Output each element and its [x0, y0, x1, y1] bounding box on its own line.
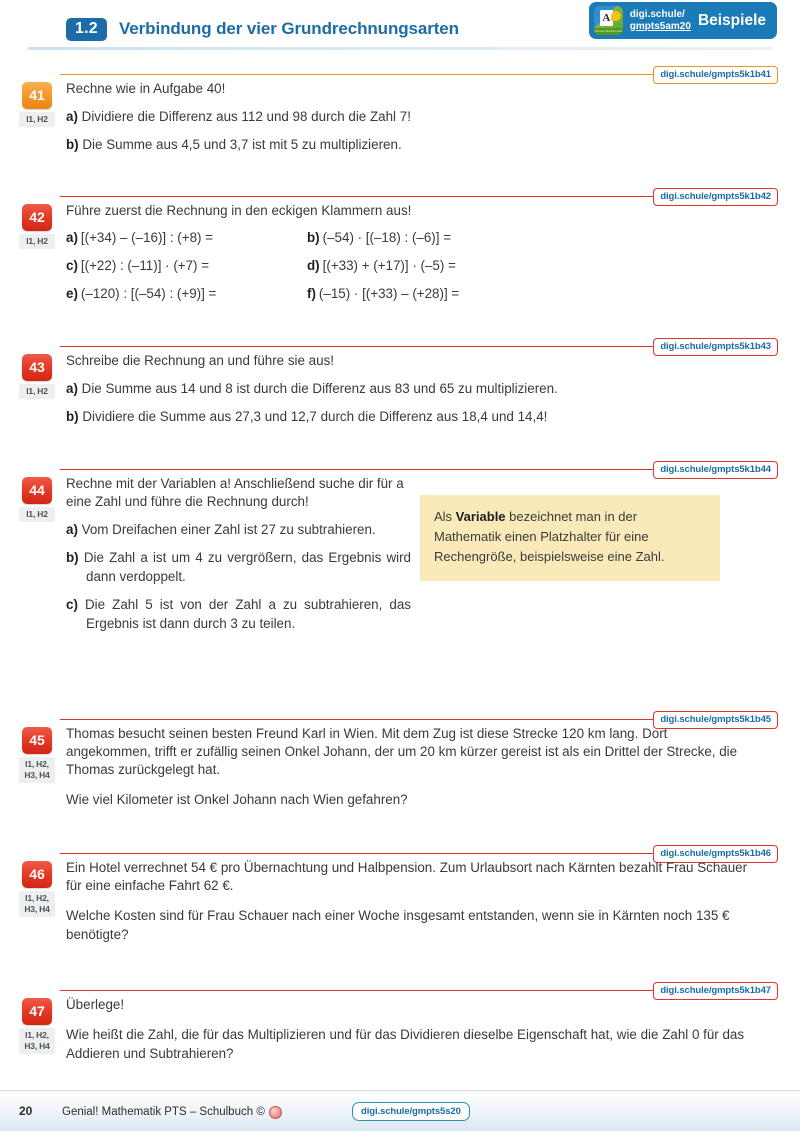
exercise-body [66, 725, 748, 809]
formula-text: [(+22) : (–11)] · (+7) = [80, 258, 210, 273]
publisher-text: Genial! Mathematik PTS – Schulbuch © [62, 1105, 265, 1118]
exercise-body [66, 352, 748, 426]
exercise-lead: Überlege! [66, 997, 125, 1012]
footer-code-badge[interactable]: digi.schule/gmpts5s20 [352, 1102, 470, 1121]
blob-shape-icon [611, 11, 621, 21]
competency-line: H3, H4 [24, 904, 50, 914]
app-icon-strip: Genial! Mathematik [594, 29, 623, 33]
competency-line: I1, H2, [25, 893, 49, 903]
competency-tag [19, 1028, 55, 1054]
exercise-body [66, 475, 411, 633]
exercise-lead: Thomas besucht seinen besten Freund Karl in Wien. Mit dem Zug ist diese Strecke 120 km lang. Dort angekommen, trifft er zufällig seinen Onkel Johann, der um 20 km kürzer gereist ist als ein Drittel der Strecke, die Thomas zurückgelegt hat. [66, 726, 738, 777]
competency-line: I1, H2, [25, 759, 49, 769]
formula-item [307, 285, 748, 303]
sub-text: Dividiere die Summe aus 27,3 und 12,7 durch die Differenz aus 18,4 und 14,4! [82, 409, 548, 424]
page-number: 20 [19, 1104, 33, 1118]
formula-text: [(+34) – (–16)] : (+8) = [80, 230, 214, 245]
exercise-body [66, 80, 748, 154]
exercise-code-badge[interactable]: digi.schule/gmpts5k1b43 [653, 338, 778, 356]
exercise-lead: Rechne mit der Variablen a! Anschließend suche dir für a eine Zahl und führe die Rechnung durch! [66, 476, 404, 509]
app-icon [594, 6, 623, 35]
info-prefix: Als [434, 509, 456, 524]
exercise-number-column [19, 204, 55, 249]
sub-marker: a) [66, 381, 78, 396]
competency-line: I1, H2 [26, 114, 48, 124]
exercise-lead: Ein Hotel verrechnet 54 € pro Übernachtung und Halbpension. Zum Urlaubsort nach Kärnten bezahlt Frau Schauer für eine einfache Fahrt 62 €. [66, 860, 748, 893]
competency-line: I1, H2 [26, 236, 48, 246]
formula-grid [66, 229, 748, 303]
beispiele-link-pill[interactable] [589, 2, 777, 39]
sub-text: Die Zahl a ist um 4 zu vergrößern, das Ergebnis wird dann verdoppelt. [83, 550, 411, 584]
sub-text: Die Summe aus 14 und 8 ist durch die Differenz aus 83 und 65 zu multiplizieren. [81, 381, 558, 396]
sub-item [66, 107, 748, 126]
exercise-rule [60, 196, 748, 197]
formula-marker: e) [66, 286, 78, 301]
page-title: Verbindung der vier Grundrechnungsarten [119, 19, 459, 38]
sub-item [66, 595, 411, 633]
sub-marker: b) [66, 550, 79, 565]
formula-text: (–120) : [(–54) : (+9)] = [80, 286, 217, 301]
exercise-number-column [19, 354, 55, 399]
competency-line: I1, H2 [26, 386, 48, 396]
exercise-number-badge: 47 [22, 998, 52, 1025]
formula-marker: c) [66, 258, 78, 273]
competency-line: H3, H4 [24, 1041, 50, 1051]
exercise-code-badge[interactable]: digi.schule/gmpts5k1b41 [653, 66, 778, 84]
exercise-question: Welche Kosten sind für Frau Schauer nach einer Woche insgesamt entstanden, wenn sie in Kärnten noch 135 € benötigte? [66, 908, 730, 942]
competency-tag [19, 384, 55, 399]
competency-line: H3, H4 [24, 770, 50, 780]
exercise-lead: Schreibe die Rechnung an und führe sie aus! [66, 353, 334, 368]
beispiele-code-line1: digi.schule/ [629, 8, 685, 20]
exercise-code-badge[interactable]: digi.schule/gmpts5k1b44 [653, 461, 778, 479]
exercise-number-column [19, 477, 55, 522]
section-number-badge: 1.2 [66, 18, 107, 41]
competency-line: I1, H2 [26, 509, 48, 519]
sub-text: Dividiere die Differenz aus 112 und 98 durch die Zahl 7! [81, 109, 411, 124]
exercise-number-badge: 45 [22, 727, 52, 754]
competency-tag [19, 757, 55, 783]
formula-item [307, 229, 748, 247]
sub-item [66, 379, 748, 398]
competency-tag [19, 507, 55, 522]
formula-item [66, 257, 307, 275]
sub-marker: b) [66, 137, 79, 152]
exercise-number-column [19, 861, 55, 917]
formula-text: (–15) · [(+33) – (+28)] = [318, 286, 460, 301]
publisher-line [62, 1105, 282, 1118]
exercise-body [66, 859, 748, 944]
sub-text: Die Summe aus 4,5 und 3,7 ist mit 5 zu multiplizieren. [82, 137, 402, 152]
exercise-rule [60, 74, 748, 75]
exercise-number-badge: 46 [22, 861, 52, 888]
exercise-code-badge[interactable]: digi.schule/gmpts5k1b46 [653, 845, 778, 863]
exercise-number-column [19, 998, 55, 1054]
exercise-rule [60, 719, 748, 720]
card-glyph: A [600, 10, 613, 26]
exercise-question: Wie heißt die Zahl, die für das Multiplizieren und für das Dividieren dieselbe Eigenschaft hat, wie die Zahl 0 für das Addieren und Subtrahieren? [66, 1027, 745, 1061]
info-suffix: bezeichnet man in der Mathematik einen Platzhalter für eine Rechengröße, beispielsweise eine Zahl. [434, 509, 665, 564]
competency-tag [19, 234, 55, 249]
sub-marker: a) [66, 522, 78, 537]
beispiele-code [630, 9, 691, 33]
exercise-code-badge[interactable]: digi.schule/gmpts5k1b47 [653, 982, 778, 1000]
info-keyword: Variable [455, 509, 506, 524]
formula-marker: a) [66, 230, 78, 245]
formula-text: [(+33) + (+17)] · (–5) = [322, 258, 456, 273]
sub-marker: c) [66, 597, 78, 612]
page-footer [0, 1090, 800, 1131]
publisher-logo-icon [269, 1106, 282, 1119]
exercise-number-badge: 43 [22, 354, 52, 381]
competency-line: I1, H2, [25, 1030, 49, 1040]
exercise-rule [60, 990, 748, 991]
exercise-number-badge: 42 [22, 204, 52, 231]
exercise-number-column [19, 727, 55, 783]
exercise-body [66, 996, 748, 1063]
sub-item [66, 407, 748, 426]
exercise-rule [60, 469, 748, 470]
exercise-body [66, 202, 748, 303]
competency-tag [19, 112, 55, 127]
exercise-lead: Führe zuerst die Rechnung in den eckigen Klammern aus! [66, 203, 412, 218]
formula-marker: b) [307, 230, 320, 245]
exercise-number-badge: 44 [22, 477, 52, 504]
formula-item [66, 285, 307, 303]
beispiele-code-line2: gmpts5am20 [629, 20, 691, 32]
formula-text: (–54) · [(–18) : (–6)] = [322, 230, 452, 245]
sub-text: Die Zahl 5 ist von der Zahl a zu subtrahieren, das Ergebnis ist dann durch 3 zu teilen. [85, 597, 411, 631]
formula-marker: f) [307, 286, 316, 301]
competency-tag [19, 891, 55, 917]
sub-text: Vom Dreifachen einer Zahl ist 27 zu subtrahieren. [81, 522, 376, 537]
sub-item [66, 135, 748, 154]
info-box-variable [420, 495, 720, 581]
exercise-question: Wie viel Kilometer ist Onkel Johann nach Wien gefahren? [66, 792, 408, 807]
formula-item [66, 229, 307, 247]
exercise-rule [60, 346, 748, 347]
sub-item [66, 548, 411, 586]
exercise-number-badge: 41 [22, 82, 52, 109]
exercise-code-badge[interactable]: digi.schule/gmpts5k1b45 [653, 711, 778, 729]
page-header [0, 0, 800, 58]
sub-marker: b) [66, 409, 79, 424]
formula-marker: d) [307, 258, 320, 273]
header-divider [28, 47, 772, 50]
exercise-code-badge[interactable]: digi.schule/gmpts5k1b42 [653, 188, 778, 206]
exercise-number-column [19, 82, 55, 127]
exercise-rule [60, 853, 748, 854]
sub-marker: a) [66, 109, 78, 124]
beispiele-label: Beispiele [697, 11, 766, 29]
sub-item [66, 520, 411, 539]
exercise-lead: Rechne wie in Aufgabe 40! [66, 81, 226, 96]
formula-item [307, 257, 748, 275]
